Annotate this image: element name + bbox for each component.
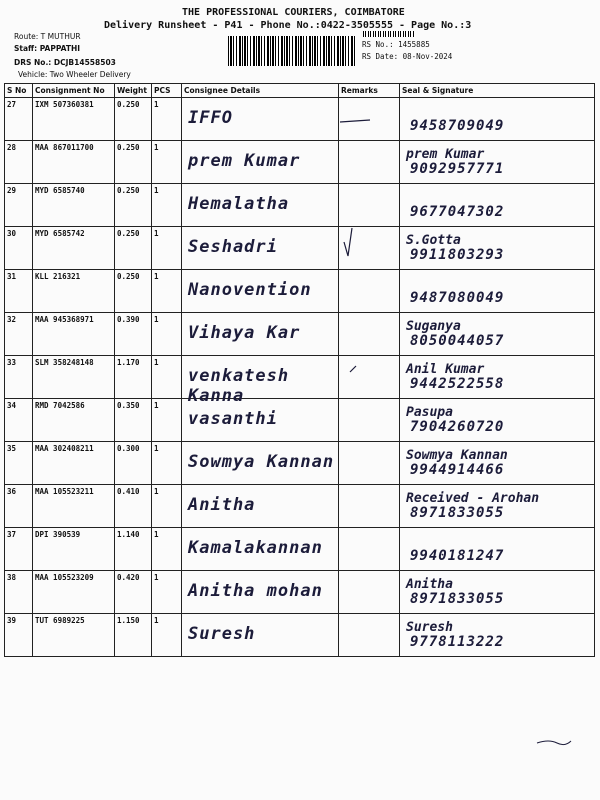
cell-consignment: DPI 390539 [33,528,115,571]
seal-line1: prem Kumar [406,147,485,162]
seal-phone: 9442522558 [410,376,505,392]
cell-weight: 0.390 [115,313,152,356]
table-row [5,399,595,442]
consignee-handwriting: Anitha [188,495,256,515]
cell-consignee [182,399,339,442]
cell-consignee [182,614,339,657]
table-row [5,270,595,313]
cell-pcs: 1 [152,313,182,356]
cell-pcs: 1 [152,184,182,227]
table-row [5,571,595,614]
cell-weight: 1.170 [115,356,152,399]
seal-line1: Suganya [406,319,461,334]
table-row [5,227,595,270]
cell-consignee [182,485,339,528]
cell-seal [400,614,595,657]
cell-seal [400,141,595,184]
company-title: THE PROFESSIONAL COURIERS, COIMBATORE [182,7,405,18]
seal-phone: 7904260720 [410,419,505,435]
cell-pcs: 1 [152,528,182,571]
cell-consignee [182,442,339,485]
cell-weight: 1.140 [115,528,152,571]
cell-weight: 0.420 [115,571,152,614]
col-consignee: Consignee Details [182,84,339,98]
cell-consignment: TUT 6989225 [33,614,115,657]
seal-line1: S.Gotta [406,233,461,248]
seal-line1: Pasupa [406,405,453,420]
table-header-row [5,84,595,98]
cell-pcs: 1 [152,141,182,184]
drs-number: DRS No.: DCJB14558503 [14,58,116,67]
consignee-handwriting: Sowmya Kannan [188,452,335,472]
consignee-handwriting: Anitha mohan [188,581,323,601]
route-label: Route: T MUTHUR [14,32,81,41]
cell-consignee [182,270,339,313]
cell-consignee [182,528,339,571]
consignee-handwriting: Vihaya Kar [188,323,301,343]
consignee-handwriting: prem Kumar [188,151,301,171]
seal-line1: Anitha [406,577,453,592]
cell-consignment: MAA 105523211 [33,485,115,528]
cell-weight: 0.410 [115,485,152,528]
cell-sno: 32 [5,313,33,356]
cell-sno: 37 [5,528,33,571]
cell-consignment: MAA 867011700 [33,141,115,184]
consignee-handwriting: Suresh [188,624,256,644]
table-row [5,356,595,399]
cell-weight: 0.250 [115,98,152,141]
cell-sno: 34 [5,399,33,442]
cell-consignee [182,184,339,227]
cell-consignee [182,571,339,614]
cell-pcs: 1 [152,399,182,442]
cell-sno: 28 [5,141,33,184]
cell-seal [400,270,595,313]
cell-consignment: MAA 105523209 [33,571,115,614]
seal-line1: Suresh [406,620,453,635]
cell-consignee [182,313,339,356]
cell-sno: 39 [5,614,33,657]
cell-pcs: 1 [152,614,182,657]
rs-number: RS No.: 1455885 [362,40,430,49]
runsheet-title: Delivery Runsheet - P41 - Phone No.:0422-3505555 - Page No.:3 [104,20,472,31]
cell-consignment: IXM 507360381 [33,98,115,141]
cell-consignment: RMD 7042586 [33,399,115,442]
seal-phone: 8971833055 [410,591,505,607]
cell-weight: 0.250 [115,141,152,184]
cell-seal [400,528,595,571]
cell-consignment: MYD 6585742 [33,227,115,270]
table-row [5,141,595,184]
table-row [5,614,595,657]
rs-date: RS Date: 08-Nov-2024 [362,52,453,61]
cell-pcs: 1 [152,270,182,313]
cell-pcs: 1 [152,485,182,528]
table-row [5,442,595,485]
consignee-handwriting: vasanthi [188,409,278,429]
cell-consignee [182,98,339,141]
seal-line1: Received - Arohan [406,491,540,506]
cell-consignment: MYD 6585740 [33,184,115,227]
cell-pcs: 1 [152,571,182,614]
cell-consignee [182,356,339,406]
seal-phone: 8971833055 [410,505,505,521]
seal-phone: 9487080049 [410,290,505,306]
cell-sno: 29 [5,184,33,227]
cell-pcs: 1 [152,442,182,485]
cell-seal [400,184,595,227]
staff-label: Staff: PAPPATHI [14,44,81,53]
footer-signature-mark [535,735,575,755]
col-remarks: Remarks [339,84,400,98]
cell-consignment: MAA 302408211 [33,442,115,485]
cell-sno: 38 [5,571,33,614]
cell-sno: 31 [5,270,33,313]
cell-sno: 33 [5,356,33,399]
cell-pcs: 1 [152,98,182,141]
vehicle-label: Vehicle: Two Wheeler Delivery [18,70,131,79]
cell-seal [400,442,595,485]
seal-phone: 9940181247 [410,548,505,564]
cell-seal [400,485,595,528]
cell-consignment: MAA 945368971 [33,313,115,356]
cell-sno: 35 [5,442,33,485]
cell-weight: 1.150 [115,614,152,657]
cell-consignment: SLM 358248148 [33,356,115,399]
cell-pcs: 1 [152,227,182,270]
cell-consignee [182,141,339,184]
cell-weight: 0.250 [115,270,152,313]
cell-consignment: KLL 216321 [33,270,115,313]
table-row [5,184,595,227]
cell-weight: 0.250 [115,184,152,227]
cell-seal [400,98,595,141]
cell-consignee [182,227,339,270]
col-consignment: Consignment No [33,84,115,98]
rs-barcode-strip [363,31,415,37]
cell-seal [400,227,595,270]
consignee-handwriting: Seshadri [188,237,278,257]
cell-sno: 36 [5,485,33,528]
runsheet-table [4,83,595,657]
seal-phone: 9677047302 [410,204,505,220]
table-row [5,98,595,141]
seal-phone: 9944914466 [410,462,505,478]
cell-sno: 30 [5,227,33,270]
col-sno: S No [5,84,33,98]
seal-line1: Anil Kumar [406,362,485,377]
consignee-handwriting: venkatesh Kanna [188,366,290,406]
cell-weight: 0.350 [115,399,152,442]
col-weight: Weight [115,84,152,98]
consignee-handwriting: Hemalatha [188,194,290,214]
seal-phone: 8050044057 [410,333,505,349]
table-row [5,528,595,571]
cell-seal [400,571,595,614]
consignee-handwriting: Kamalakannan [188,538,323,558]
cell-seal [400,399,595,442]
cell-pcs: 1 [152,356,182,399]
seal-phone: 9458709049 [410,118,505,134]
cell-seal [400,313,595,356]
cell-weight: 0.250 [115,227,152,270]
table-row [5,485,595,528]
remarks-tick-marks [330,100,390,700]
col-pcs: PCS [152,84,182,98]
consignee-handwriting: IFFO [188,108,233,128]
seal-phone: 9778113222 [410,634,505,650]
seal-phone: 9911803293 [410,247,505,263]
consignee-handwriting: Nanovention [188,280,312,300]
seal-line1: Sowmya Kannan [406,448,508,463]
cell-weight: 0.300 [115,442,152,485]
cell-seal [400,356,595,399]
barcode-image [228,36,356,66]
table-row [5,313,595,356]
seal-phone: 9092957771 [410,161,505,177]
col-seal-signature: Seal & Signature [400,84,595,98]
cell-sno: 27 [5,98,33,141]
